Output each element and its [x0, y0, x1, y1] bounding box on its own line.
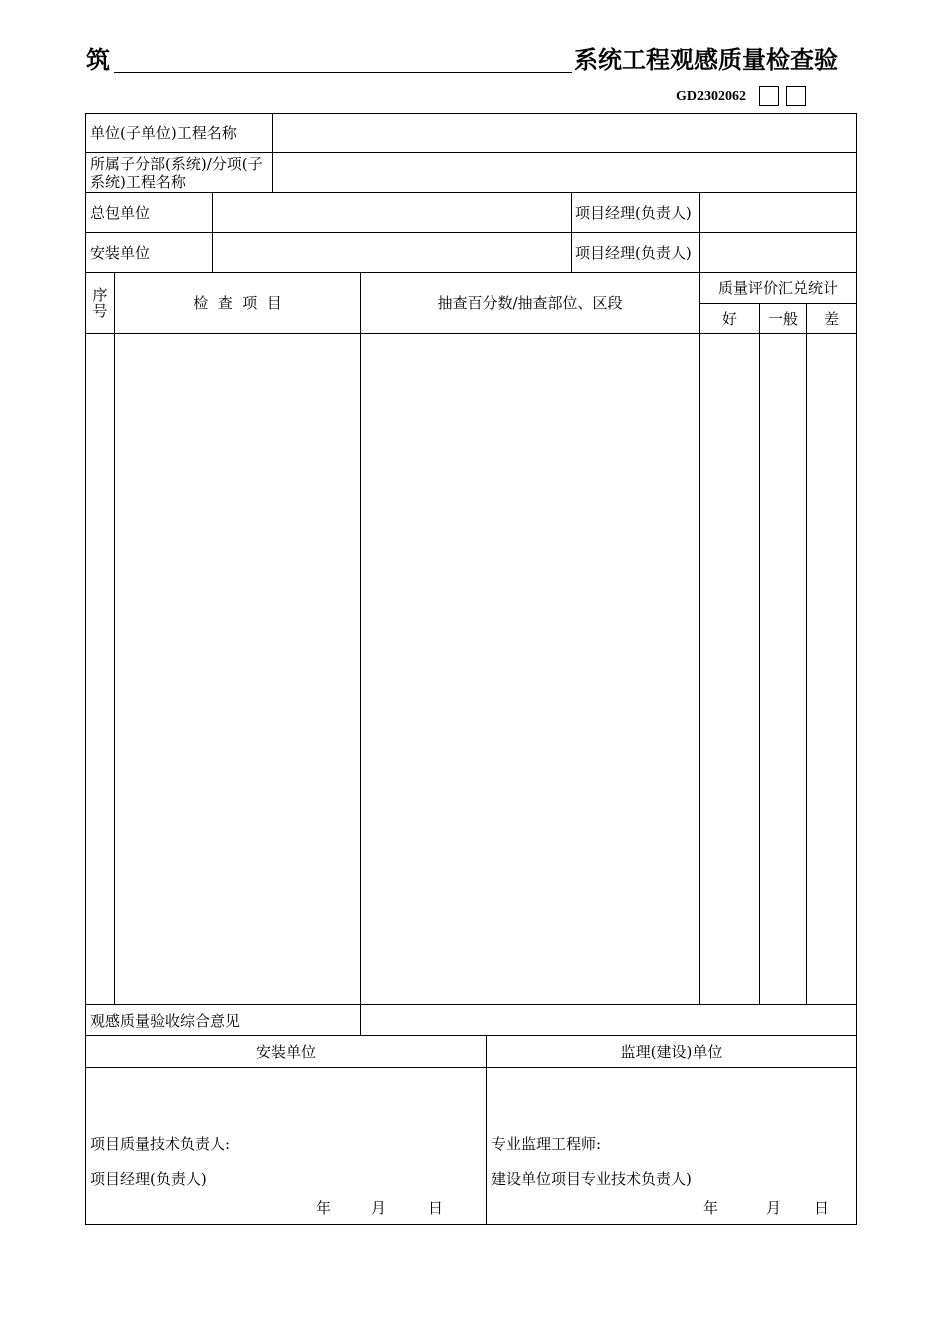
- date-year-left: 年: [316, 1199, 332, 1217]
- supervision-engineer-label: 专业监理工程师:: [491, 1135, 602, 1153]
- install-unit-field[interactable]: [214, 234, 569, 271]
- v-sample: [699, 272, 700, 1004]
- line-body-bottom: [85, 1004, 857, 1005]
- owner-tech-lead-label: 建设单位项目专业技术负责人): [491, 1170, 692, 1188]
- v-item: [360, 272, 361, 1035]
- quality-header: 质量评价汇兑统计: [717, 279, 838, 297]
- quality-tech-lead-label: 项目质量技术负责人:: [90, 1135, 231, 1153]
- project-manager-label: 项目经理(负责人): [90, 1170, 207, 1188]
- v-pm-value-divider: [699, 192, 700, 272]
- unit-project-name-field[interactable]: [274, 115, 854, 151]
- seq-header-2: 号: [92, 302, 108, 320]
- rating-poor: 差: [823, 310, 839, 328]
- line-row2: [85, 192, 857, 193]
- v-fair: [806, 303, 807, 1004]
- line-header-bottom: [85, 333, 857, 334]
- date-day-left: 日: [428, 1199, 444, 1217]
- line-row4: [85, 272, 857, 273]
- sample-header: 抽查百分数/抽查部位、区段: [437, 294, 623, 312]
- general-pm-field[interactable]: [701, 194, 854, 231]
- date-year-right: 年: [703, 1199, 719, 1217]
- sub-project-label-2: 系统)工程名称: [90, 173, 186, 191]
- code-box-1[interactable]: [759, 86, 779, 106]
- pm-label-1: 项目经理(负责人): [575, 204, 692, 222]
- line-top: [85, 113, 857, 114]
- sign-install-unit: 安装单位: [255, 1043, 316, 1061]
- line-bottom: [85, 1224, 857, 1225]
- code-box-2[interactable]: [786, 86, 806, 106]
- general-contractor-label: 总包单位: [90, 204, 151, 222]
- line-opinion-bottom: [85, 1035, 857, 1036]
- v-pm-divider: [571, 192, 572, 272]
- rating-fair: 一般: [767, 310, 798, 328]
- v-unit-divider: [212, 192, 213, 272]
- item-header: 检 查 项 目: [193, 294, 282, 312]
- v-good: [759, 303, 760, 1004]
- sub-project-label-1: 所属子分部(系统)/分项(子: [90, 155, 263, 173]
- title-blank-line[interactable]: [114, 72, 572, 73]
- line-quality-sub: [699, 303, 857, 304]
- pm-label-2: 项目经理(负责人): [575, 244, 692, 262]
- opinion-field[interactable]: [362, 1006, 854, 1034]
- title-prefix: 筑: [86, 46, 110, 74]
- v-seq: [114, 272, 115, 1004]
- seq-header-1: 序: [92, 286, 108, 304]
- opinion-label: 观感质量验收综合意见: [90, 1012, 241, 1030]
- sub-project-name-field[interactable]: [274, 154, 854, 191]
- date-day-right: 日: [814, 1199, 830, 1217]
- install-pm-field[interactable]: [701, 234, 854, 271]
- v-label-divider: [272, 113, 273, 192]
- sign-supervisor-unit: 监理(建设)单位: [620, 1043, 723, 1061]
- page-title: 系统工程观感质量检查验: [574, 46, 838, 74]
- line-row1: [85, 152, 857, 153]
- general-contractor-field[interactable]: [214, 194, 569, 231]
- date-month-right: 月: [766, 1199, 782, 1217]
- form-code: GD2302062: [676, 89, 746, 104]
- v-sign-divider: [486, 1035, 487, 1224]
- unit-project-label: 单位(子单位)工程名称: [90, 124, 237, 142]
- border-right: [856, 113, 857, 1225]
- line-sign-header: [85, 1067, 857, 1068]
- line-row3: [85, 232, 857, 233]
- rating-good: 好: [721, 310, 737, 328]
- date-month-left: 月: [371, 1199, 387, 1217]
- install-unit-label: 安装单位: [90, 244, 151, 262]
